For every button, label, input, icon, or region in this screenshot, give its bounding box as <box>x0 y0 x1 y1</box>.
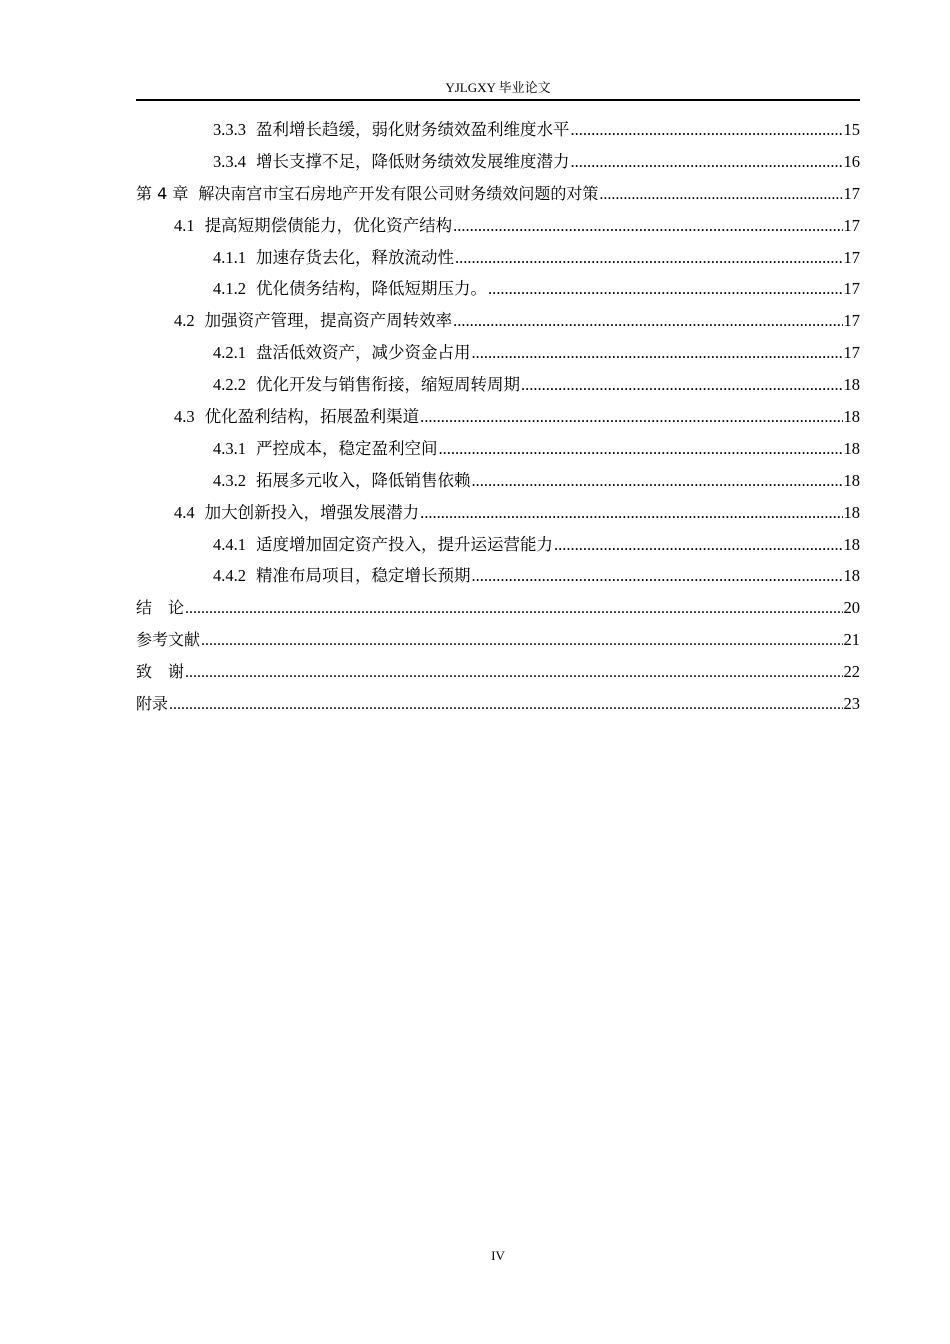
toc-entry-title: 优化盈利结构，拓展盈利渠道 <box>204 407 420 427</box>
toc-entry[interactable] <box>136 114 860 146</box>
toc-dot-leader <box>521 369 843 401</box>
toc-entry-page: 18 <box>843 407 860 427</box>
toc-entry-title: 解决南宫市宝石房地产开发有限公司财务绩效问题的对策 <box>198 183 599 203</box>
toc-entry-title: 加强资产管理，提高资产周转效率 <box>204 311 453 331</box>
toc-entry-number: 4.4.1 <box>213 534 246 554</box>
toc-dot-leader <box>472 560 843 592</box>
toc-dot-leader <box>453 210 842 242</box>
toc-entry-page: 15 <box>843 120 860 139</box>
toc-entry[interactable] <box>136 178 860 210</box>
toc-dot-leader <box>453 305 842 337</box>
toc-dot-leader <box>169 689 842 721</box>
toc-entry-title: 精准布局项目，稳定增长预期 <box>256 566 471 586</box>
toc-entry-page: 18 <box>843 502 860 522</box>
toc-entry[interactable] <box>136 560 860 592</box>
toc-entry-page: 21 <box>843 630 860 650</box>
toc-entry[interactable] <box>136 369 860 401</box>
toc-entry[interactable] <box>136 624 860 656</box>
toc-entry-title: 严控成本，稳定盈利空间 <box>256 438 438 458</box>
toc-entry-page: 17 <box>843 215 860 235</box>
toc-entry-page: 17 <box>843 183 860 203</box>
toc-entry-title: 优化开发与销售衔接，缩短周转周期 <box>256 375 520 395</box>
toc-dot-leader <box>599 179 842 211</box>
toc-entry-page: 17 <box>843 311 860 331</box>
toc-entry[interactable] <box>136 242 860 274</box>
toc-entry-title: 参考文献 <box>136 630 201 650</box>
toc-entry[interactable] <box>136 656 860 688</box>
toc-entry-title: 增长支撑不足，降低财务绩效发展维度潜力 <box>256 151 570 171</box>
toc-entry-number: 4.4.2 <box>213 566 246 586</box>
toc-entry[interactable] <box>136 465 860 497</box>
toc-entry[interactable] <box>136 688 860 720</box>
toc-entry[interactable] <box>136 529 860 561</box>
toc-entry-page: 18 <box>843 438 860 458</box>
toc-dot-leader <box>420 401 842 433</box>
toc-entry-number: 3.3.3 <box>213 120 246 139</box>
toc-entry-title: 盈利增长趋缓，弱化财务绩效盈利维度水平 <box>256 120 570 139</box>
toc-entry-title: 盘活低效资产，减少资金占用 <box>256 343 471 363</box>
toc-dot-leader <box>571 146 843 178</box>
toc-entry[interactable] <box>136 337 860 369</box>
toc-entry-page: 23 <box>843 694 860 714</box>
toc-entry-page: 18 <box>843 375 860 395</box>
toc-entry-number: 4.2.2 <box>213 375 246 395</box>
page-number: IV <box>491 1248 505 1263</box>
toc-entry-page: 17 <box>843 279 860 299</box>
toc-entry[interactable] <box>136 401 860 433</box>
toc-entry-page: 18 <box>843 566 860 586</box>
toc-entry[interactable] <box>136 305 860 337</box>
toc-entry[interactable] <box>136 210 860 242</box>
toc-entry-title: 加速存货去化，释放流动性 <box>256 247 454 267</box>
toc-entry-number: 4.1 <box>174 215 195 235</box>
toc-entry[interactable] <box>136 592 860 624</box>
toc-entry-page: 22 <box>843 662 860 682</box>
table-of-contents <box>136 114 860 720</box>
toc-dot-leader <box>201 625 842 657</box>
toc-entry-title: 优化债务结构，降低短期压力。 <box>256 279 487 299</box>
toc-entry-page: 18 <box>843 534 860 554</box>
toc-dot-leader <box>439 433 843 465</box>
toc-entry-title: 致 谢 <box>136 662 185 682</box>
toc-entry[interactable] <box>136 146 860 178</box>
header-rule <box>136 99 860 101</box>
toc-entry-number: 4.3.2 <box>213 470 246 490</box>
toc-entry-title: 加大创新投入，增强发展潜力 <box>204 502 420 522</box>
toc-dot-leader <box>185 657 842 689</box>
toc-entry-number: 4.2.1 <box>213 343 246 363</box>
toc-entry-number: 3.3.4 <box>213 151 246 171</box>
toc-entry-number: 4.3.1 <box>213 438 246 458</box>
toc-entry-title: 结 论 <box>136 598 185 618</box>
toc-entry-number: 4.2 <box>174 311 195 331</box>
toc-dot-leader <box>488 273 843 305</box>
toc-dot-leader <box>554 529 843 561</box>
page-header: YJLGXY 毕业论文 <box>445 80 551 95</box>
toc-entry-page: 20 <box>843 598 860 618</box>
toc-entry[interactable] <box>136 433 860 465</box>
toc-entry-title: 拓展多元收入，降低销售依赖 <box>256 470 471 490</box>
toc-entry[interactable] <box>136 497 860 529</box>
toc-dot-leader <box>571 114 843 146</box>
toc-entry-page: 17 <box>843 343 860 363</box>
toc-dot-leader <box>472 465 843 497</box>
toc-dot-leader <box>185 593 842 625</box>
toc-entry-title: 提高短期偿债能力，优化资产结构 <box>204 215 453 235</box>
toc-dot-leader <box>472 337 843 369</box>
toc-dot-leader <box>455 242 843 274</box>
toc-entry-number: 4.3 <box>174 407 195 427</box>
toc-entry-number: 第 4 章 <box>136 183 189 203</box>
toc-dot-leader <box>420 497 842 529</box>
toc-entry-page: 17 <box>843 247 860 267</box>
toc-entry-number: 4.1.2 <box>213 279 246 299</box>
toc-entry-page: 18 <box>843 470 860 490</box>
toc-entry-page: 16 <box>843 151 860 171</box>
toc-entry-number: 4.4 <box>174 502 195 522</box>
toc-entry-title: 附录 <box>136 694 169 714</box>
toc-entry-number: 4.1.1 <box>213 247 246 267</box>
toc-entry-title: 适度增加固定资产投入，提升运运营能力 <box>256 534 553 554</box>
toc-entry[interactable] <box>136 273 860 305</box>
